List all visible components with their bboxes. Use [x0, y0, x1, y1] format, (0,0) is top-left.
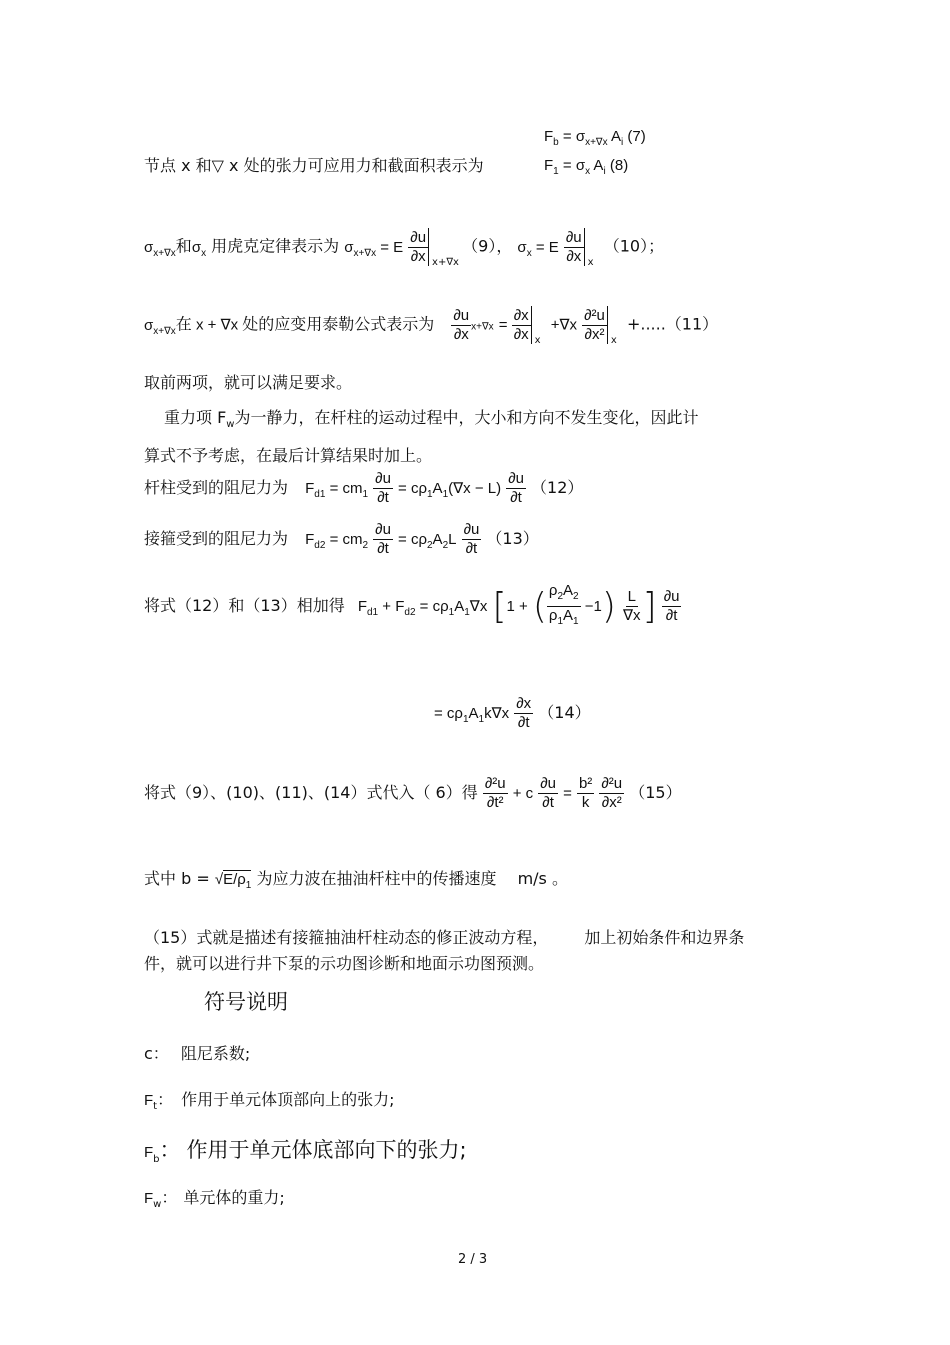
conclusion-line2: 件，就可以进行井下泵的示功图诊断和地面示功图预测。 — [144, 954, 545, 973]
conclusion-line1: （15）式就是描述有接箍抽油杆柱动态的修正波动方程， 加上初始条件和边界条 — [144, 928, 745, 947]
taylor-line: $\sigma_{x+\nabla x}$在 x + ∇x 处的应变用泰勒公式表示为 $\frac{\partial u}{\partial x}$ x+∇x = $\frac{\partial x}{\partial x}$ x +∇x $\frac{\text{∂²u}}{\text{∂x²}}$ x +.....（11） — [144, 306, 719, 346]
gravity-paragraph-line1: 重力项 $F_w$为一静力，在杆柱的运动过程中，大小和方向不发生变化，因此计 — [164, 408, 699, 431]
symbol-fw: $F_w$： 单元体的重力; — [144, 1188, 285, 1211]
take-two-terms: 取前两项，就可以满足要求。 — [144, 373, 353, 392]
equation-8: $F_1 = \sigma_x$ $A_i$ (8) — [544, 157, 629, 177]
symbols-heading: 符号说明 — [204, 990, 288, 1014]
equation-15-line: 将式（9）、(10)、(11)、(14）式代入（ 6）得 $\frac{\text{∂²u}}{\text{∂t²}}$ + c $\frac{\partial u}{\partial t}$ = $\frac{\text{b²}}{k}$ $\frac{\text{∂²u}}{\text{∂x²}}$ （15） — [144, 775, 682, 811]
symbol-fb: $F_b$： 作用于单元体底部向下的张力; — [144, 1138, 467, 1166]
wave-speed-line: 式中 $b = √E/\rho_1$ 为应力波在抽油杆柱中的传播速度 m/s 。 — [144, 869, 568, 891]
equation-14: = $c\rho_1A_1k\nabla x$ $\frac{\partial x}{\partial t}$ （14） — [434, 695, 591, 731]
hooke-line: $\sigma_{x+\nabla x}$和$\sigma_x$ 用虎克定律表示为 $\sigma_{x+\nabla x} = E$ $\frac{\partial u}{\partial x}$ x+∇x （9）， $\sigma_x = E$ $\frac{\partial u}{\partial x}$ x （10）； — [144, 228, 665, 268]
tension-intro-text: 节点 x 和▽ x 处的张力可应用力和截面积表示为 — [144, 156, 484, 175]
equation-12-line: 杆柱受到的阻尼力为 $F_{d1} = cm_1$ $\frac{\partial u}{\partial t}$ = $c\rho_1A_1(\nabla x - L)$ $\frac{\partial u}{\partial t}$ （12） — [144, 470, 584, 506]
equation-sum-line: 将式（12）和（13）相加得 $F_{d1} + F_{d2} = c\rho_1A_1\nabla x$ [1 + ( $\frac{\rho_2A_2}{\rho_1A_1}$ −1) $\frac{L}{\nabla x}$ ] $\frac{\partial u}{\partial t}$ — [144, 582, 680, 627]
symbol-c: c： 阻尼系数; — [144, 1044, 251, 1063]
equation-7: $F_b = \sigma_{x+\nabla x}$ $A_i$ (7) — [544, 128, 646, 148]
symbol-ft: $F_t$： 作用于单元体顶部向上的张力; — [144, 1090, 395, 1113]
page-number: 2 / 3 — [458, 1252, 488, 1267]
gravity-paragraph-line2: 算式不予考虑，在最后计算结果时加上。 — [144, 446, 433, 465]
equation-13-line: 接箍受到的阻尼力为 $F_{d2} = cm_2$ $\frac{\partial u}{\partial t}$ = $c\rho_2A_2L$ $\frac{\partial u}{\partial t}$ （13） — [144, 521, 539, 557]
